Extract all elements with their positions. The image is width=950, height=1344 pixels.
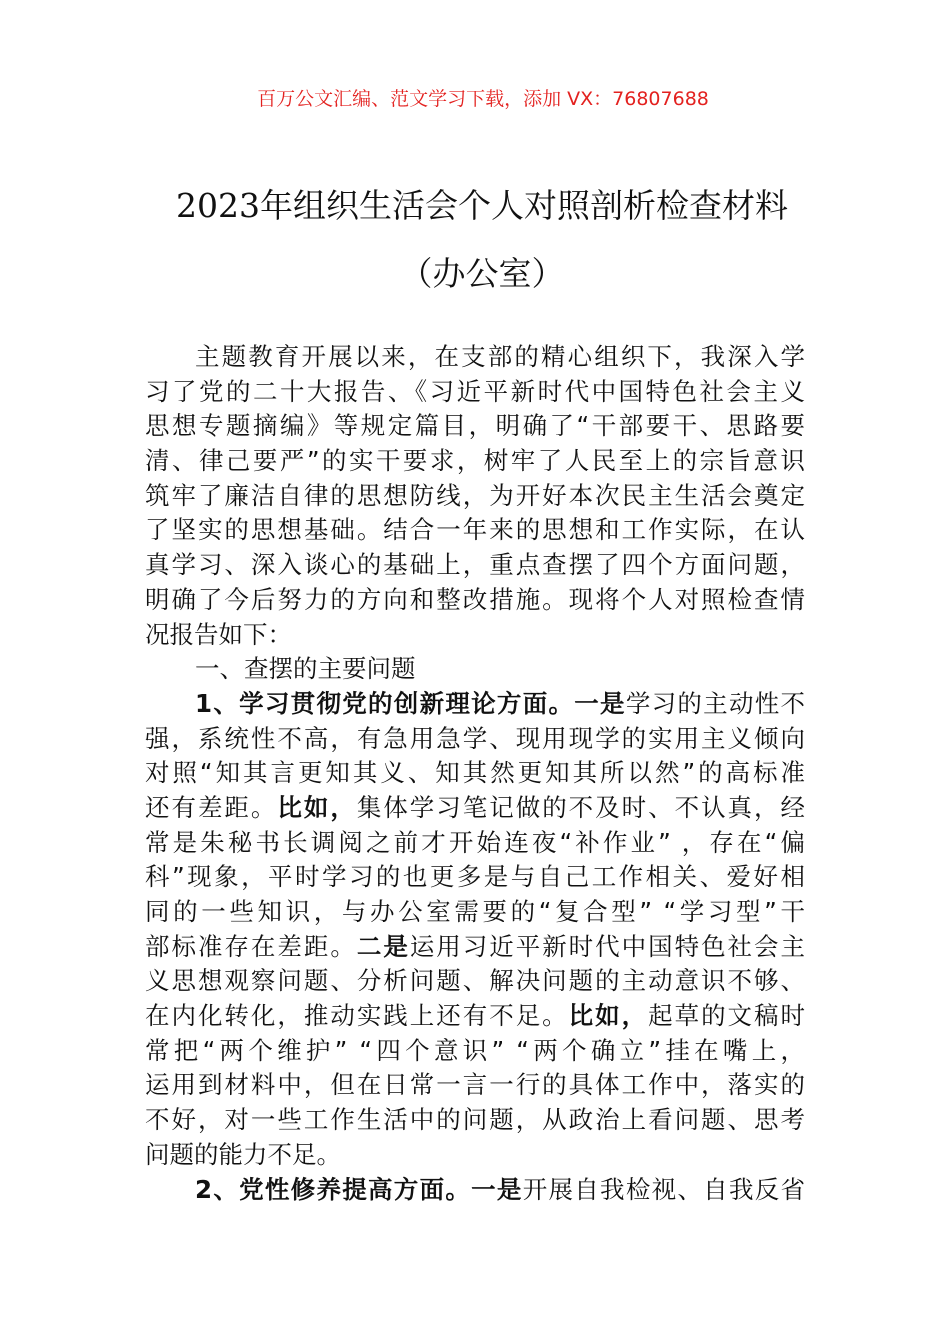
bold-text: 2、党性修养提高方面。一是 — [195, 1174, 523, 1204]
document-body — [145, 340, 805, 1207]
text-run: 学习的主动性不 — [625, 688, 806, 718]
text-line — [145, 340, 805, 375]
text-line — [145, 722, 805, 757]
text-line — [145, 513, 805, 548]
text-run: 在内化转化，推动实践上还有不足。 — [145, 1001, 569, 1031]
text-line — [145, 756, 805, 791]
text-run: 主题教育开展以来，在支部的精心组织下，我深入学 — [195, 342, 805, 371]
text-line — [145, 964, 805, 999]
bold-text: 二是 — [356, 931, 410, 961]
text-run: 明确了今后努力的方向和整改措施。现将个人对照检查情 — [145, 584, 805, 614]
text-run: 习了党的二十大报告、《习近平新时代中国特色社会主义 — [145, 376, 805, 406]
text-run: 况报告如下： — [145, 619, 292, 649]
text-run: 运用到材料中，但在日常一言一行的具体工作中，落实的 — [145, 1070, 805, 1100]
text-run: 真学习、深入谈心的基础上，重点查摆了四个方面问题， — [145, 550, 805, 580]
text-run: 义思想观察问题、分析问题、解决问题的主动意识不够、 — [145, 966, 805, 996]
text-run: 了坚实的思想基础。结合一年来的思想和工作实际，在认 — [145, 515, 805, 545]
text-run: 科”现象，平时学习的也更多是与自己工作相关、爱好相 — [145, 862, 805, 892]
text-line — [145, 1068, 805, 1103]
text-line — [145, 375, 805, 410]
text-line — [145, 409, 805, 444]
text-run: 思想专题摘编》等规定篇目，明确了“干部要干、思路要 — [145, 411, 805, 441]
text-line — [145, 1138, 805, 1173]
text-line — [145, 583, 805, 618]
text-run: 起草的文稿时 — [648, 1001, 806, 1031]
text-line — [145, 895, 805, 930]
text-run: 集体学习笔记做的不及时、不认真，经 — [356, 792, 806, 822]
text-run: 清、律己要严”的实干要求，树牢了人民至上的宗旨意识 — [145, 446, 805, 476]
text-run: 一、查摆的主要问题 — [195, 654, 416, 684]
text-line — [145, 1173, 805, 1208]
text-run: 同的一些知识，与办公室需要的“复合型” “学习型”干 — [145, 897, 805, 926]
text-line — [145, 444, 805, 479]
text-run: 部标准存在差距。 — [145, 931, 357, 961]
text-line — [145, 999, 805, 1034]
text-run: 不好，对一些工作生活中的问题，从政治上看问题、思考 — [145, 1105, 805, 1135]
text-line — [145, 930, 805, 965]
text-run: 常把“两个维护” “四个意识” “两个确立”挂在嘴上， — [145, 1035, 805, 1065]
text-run: 筑牢了廉洁自律的思想防线，为开好本次民主生活会奠定 — [145, 480, 805, 510]
text-run: 常是朱秘书长调阅之前才开始连夜“补作业” ，存在“偏 — [145, 827, 805, 857]
text-line — [145, 826, 805, 861]
text-run: 强，系统性不高，有急用急学、现用现学的实用主义倾向 — [145, 723, 805, 753]
text-run: 开展自我检视、自我反省 — [522, 1174, 806, 1204]
watermark-header: 百万公文汇编、范文学习下载，添加 VX：76807688 — [257, 88, 709, 110]
text-line — [145, 618, 805, 653]
text-run: 运用习近平新时代中国特色社会主 — [409, 931, 806, 961]
text-line — [145, 1034, 805, 1069]
bold-text: 1、学习贯彻党的创新理论方面。一是 — [195, 688, 626, 718]
bold-text: 比如， — [277, 792, 357, 822]
text-line — [145, 860, 805, 895]
text-run: 还有差距。 — [145, 792, 278, 822]
text-line — [145, 791, 805, 826]
text-line — [145, 1103, 805, 1138]
bold-text: 比如， — [568, 1001, 649, 1031]
document-subtitle: （办公室） — [399, 254, 565, 293]
text-line — [145, 479, 805, 514]
text-line — [145, 652, 805, 687]
text-line — [145, 687, 805, 722]
document-title: 2023年组织生活会个人对照剖析检查材料 — [176, 186, 788, 225]
text-run: 问题的能力不足。 — [145, 1139, 341, 1169]
text-run: 对照“知其言更知其义、知其然更知其所以然”的高标准 — [145, 758, 805, 788]
text-line — [145, 548, 805, 583]
